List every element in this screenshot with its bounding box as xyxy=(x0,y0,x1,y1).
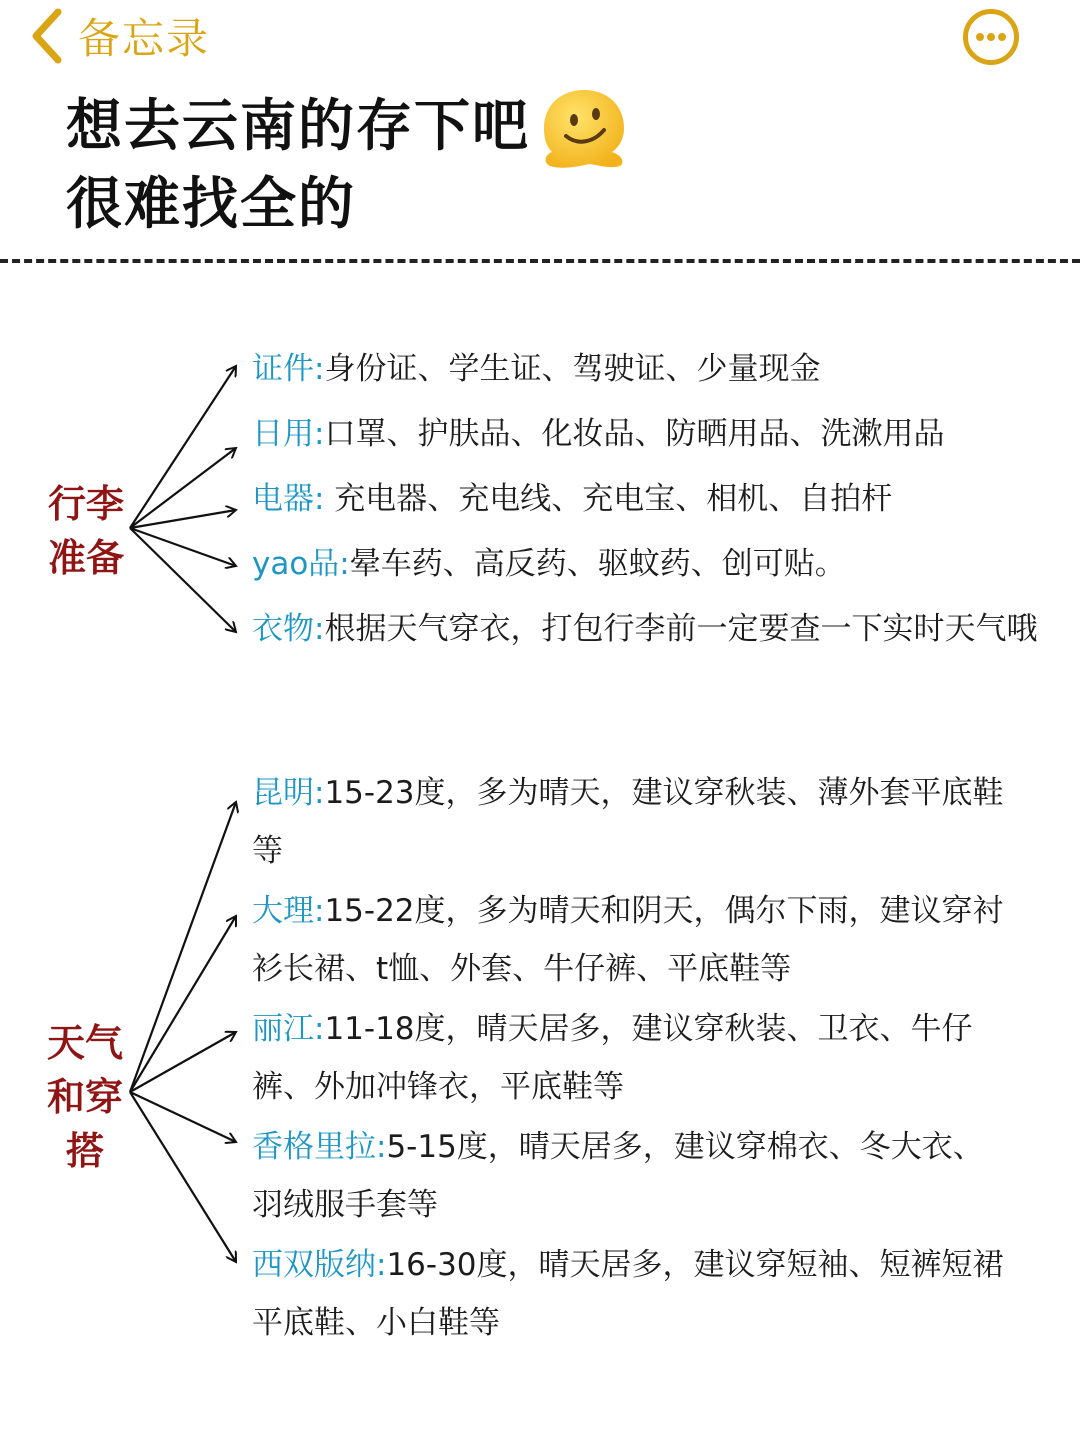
item-value: 5-15度，晴天居多，建议穿棉衣、冬大衣、羽绒服手套等 xyxy=(252,1129,984,1223)
item-value: 15-22度，多为晴天和阴天，偶尔下雨，建议穿衬衫长裙、t恤、外套、牛仔裤、平底鞋等 xyxy=(252,893,1004,987)
category-line: 搭 xyxy=(65,1129,104,1173)
back-button[interactable] xyxy=(28,8,210,64)
item-key: 衣物: xyxy=(252,611,325,647)
title-line-2: 很难找全的 xyxy=(66,172,356,237)
category-line: 天气 xyxy=(46,1021,123,1065)
item-value: 根据天气穿衣，打包行李前一定要查一下实时天气哦 xyxy=(324,611,1038,647)
category-line: 准备 xyxy=(47,536,124,580)
item-value: 身份证、学生证、驾驶证、少量现金 xyxy=(324,351,821,387)
category-line: 行李 xyxy=(47,482,124,526)
list-item-electronics xyxy=(252,470,1062,528)
item-key: 电器: xyxy=(252,481,325,517)
item-key: 昆明: xyxy=(252,775,325,811)
melting-face-emoji xyxy=(538,86,630,172)
item-value: 16-30度，晴天居多，建议穿短袖、短裤短裙平底鞋、小白鞋等 xyxy=(252,1247,1004,1341)
list-item-shangri-la xyxy=(252,1118,1012,1234)
item-value: 15-23度，多为晴天，建议穿秋装、薄外套平底鞋等 xyxy=(252,775,1004,869)
item-key: 香格里拉: xyxy=(252,1129,387,1165)
item-key: yao品: xyxy=(252,546,350,582)
chevron-left-icon xyxy=(28,8,64,64)
category-luggage xyxy=(46,477,126,585)
list-item-lijiang xyxy=(252,1000,1012,1116)
category-weather-outfit xyxy=(40,1016,130,1178)
item-value: 口罩、护肤品、化妆品、防晒用品、洗漱用品 xyxy=(324,416,945,452)
item-key: 日用: xyxy=(252,416,325,452)
list-item-xishuangbanna xyxy=(252,1236,1012,1352)
item-value: 晕车药、高反药、驱蚊药、创可贴。 xyxy=(349,546,846,582)
item-key: 证件: xyxy=(252,351,325,387)
item-value: 充电器、充电线、充电宝、相机、自拍杆 xyxy=(324,481,893,517)
list-item-daily xyxy=(252,405,1062,463)
list-item-clothing xyxy=(252,600,1062,658)
item-key: 丽江: xyxy=(252,1011,325,1047)
list-item-dali xyxy=(252,882,1012,998)
top-bar xyxy=(0,0,1080,80)
more-button[interactable] xyxy=(962,8,1020,66)
back-label: 备忘录 xyxy=(78,14,211,63)
list-item-documents xyxy=(252,340,1062,398)
dashed-divider xyxy=(0,259,1080,263)
category-line: 和穿 xyxy=(46,1075,123,1119)
title-line-1: 想去云南的存下吧 xyxy=(66,94,530,159)
list-item-kunming xyxy=(252,764,1012,880)
more-dots-icon xyxy=(962,8,1020,66)
item-key: 西双版纳: xyxy=(252,1247,387,1283)
list-item-medicine xyxy=(252,535,1062,593)
page-title xyxy=(66,88,530,244)
item-key: 大理: xyxy=(252,893,325,929)
item-value: 11-18度，晴天居多，建议穿秋装、卫衣、牛仔裤、外加冲锋衣，平底鞋等 xyxy=(252,1011,973,1105)
